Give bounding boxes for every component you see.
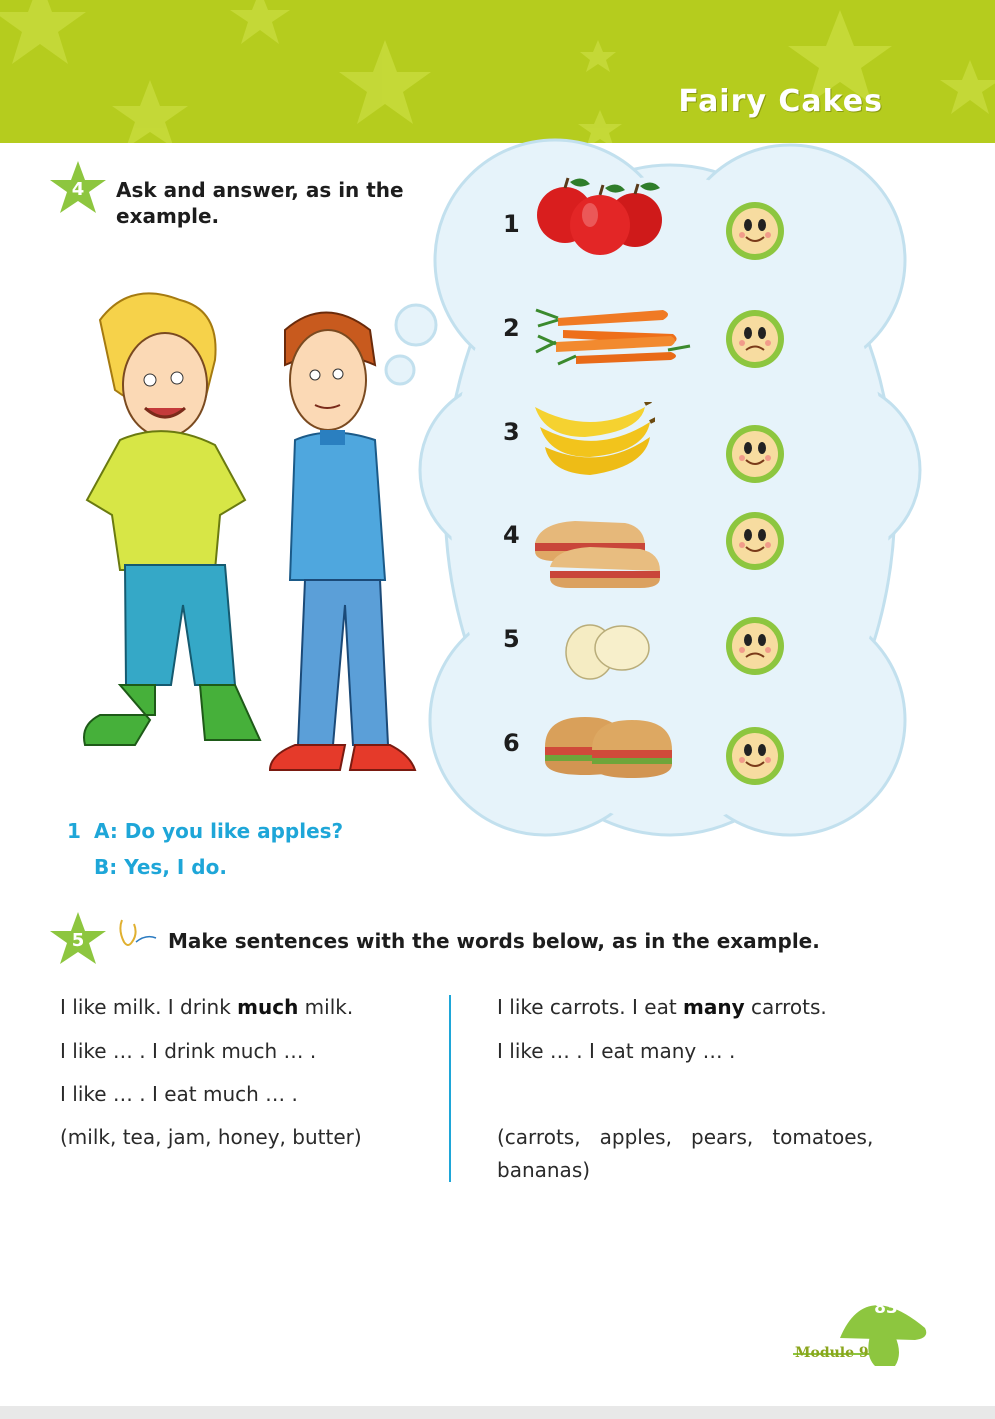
brown-haired-boy-figure xyxy=(270,313,415,771)
exercise-5-number: 5 xyxy=(71,930,85,951)
sad-face-icon xyxy=(724,308,786,370)
item-number: 1 xyxy=(503,210,520,238)
apples-icon xyxy=(530,170,670,260)
left-example-text: I like milk. I drink xyxy=(60,995,238,1019)
column-divider xyxy=(449,995,451,1182)
left-example-sentence xyxy=(60,995,353,1019)
exercise-4-number: 4 xyxy=(71,179,85,200)
boys-illustration xyxy=(80,290,430,800)
left-example-text-end: milk. xyxy=(298,995,354,1019)
happy-face-icon xyxy=(724,725,786,787)
example-answer: B: Yes, I do. xyxy=(94,855,227,879)
happy-face-icon xyxy=(724,510,786,572)
right-example-sentence xyxy=(497,995,827,1019)
example-question: A: Do you like apples? xyxy=(94,819,344,843)
happy-face-icon xyxy=(724,200,786,262)
right-example-keyword: many xyxy=(683,995,745,1019)
exercise-4-instruction-line1: Ask and answer, as in the xyxy=(116,178,404,202)
right-word-list-line2: bananas) xyxy=(497,1158,591,1182)
bananas-icon xyxy=(530,402,655,477)
item-number: 2 xyxy=(503,314,520,342)
pencil-writing-icon xyxy=(116,918,160,948)
item-number: 4 xyxy=(503,521,520,549)
sad-face-icon xyxy=(724,615,786,677)
item-number: 3 xyxy=(503,418,520,446)
carrots-icon xyxy=(528,300,693,370)
item-number: 6 xyxy=(503,729,520,757)
burgers-icon xyxy=(540,712,680,782)
happy-face-icon xyxy=(724,423,786,485)
left-example-keyword: much xyxy=(237,995,299,1019)
footer-bar xyxy=(0,1406,995,1419)
right-word-list-line1: (carrots, apples, pears, tomatoes, xyxy=(497,1125,874,1149)
item-number: 5 xyxy=(503,625,520,653)
exercise-4-instruction-line2: example. xyxy=(116,204,220,228)
module-label: Module 9 xyxy=(795,1345,869,1361)
page-number: 83 xyxy=(874,1298,898,1318)
eggs-icon xyxy=(560,620,655,680)
sandwiches-icon xyxy=(530,515,670,590)
right-example-text-end: carrots. xyxy=(744,995,827,1019)
page-title: Fairy Cakes xyxy=(678,84,883,119)
left-line-3: I like … . I eat much … . xyxy=(60,1082,298,1106)
exercise-5-instruction: Make sentences with the words below, as in the example. xyxy=(168,929,820,953)
blond-boy-figure xyxy=(84,293,260,745)
example-number: 1 xyxy=(67,819,81,843)
left-line-2: I like … . I drink much … . xyxy=(60,1039,317,1063)
right-line-2: I like … . I eat many … . xyxy=(497,1039,736,1063)
right-example-text: I like carrots. I eat xyxy=(497,995,684,1019)
left-word-list: (milk, tea, jam, honey, butter) xyxy=(60,1125,362,1149)
